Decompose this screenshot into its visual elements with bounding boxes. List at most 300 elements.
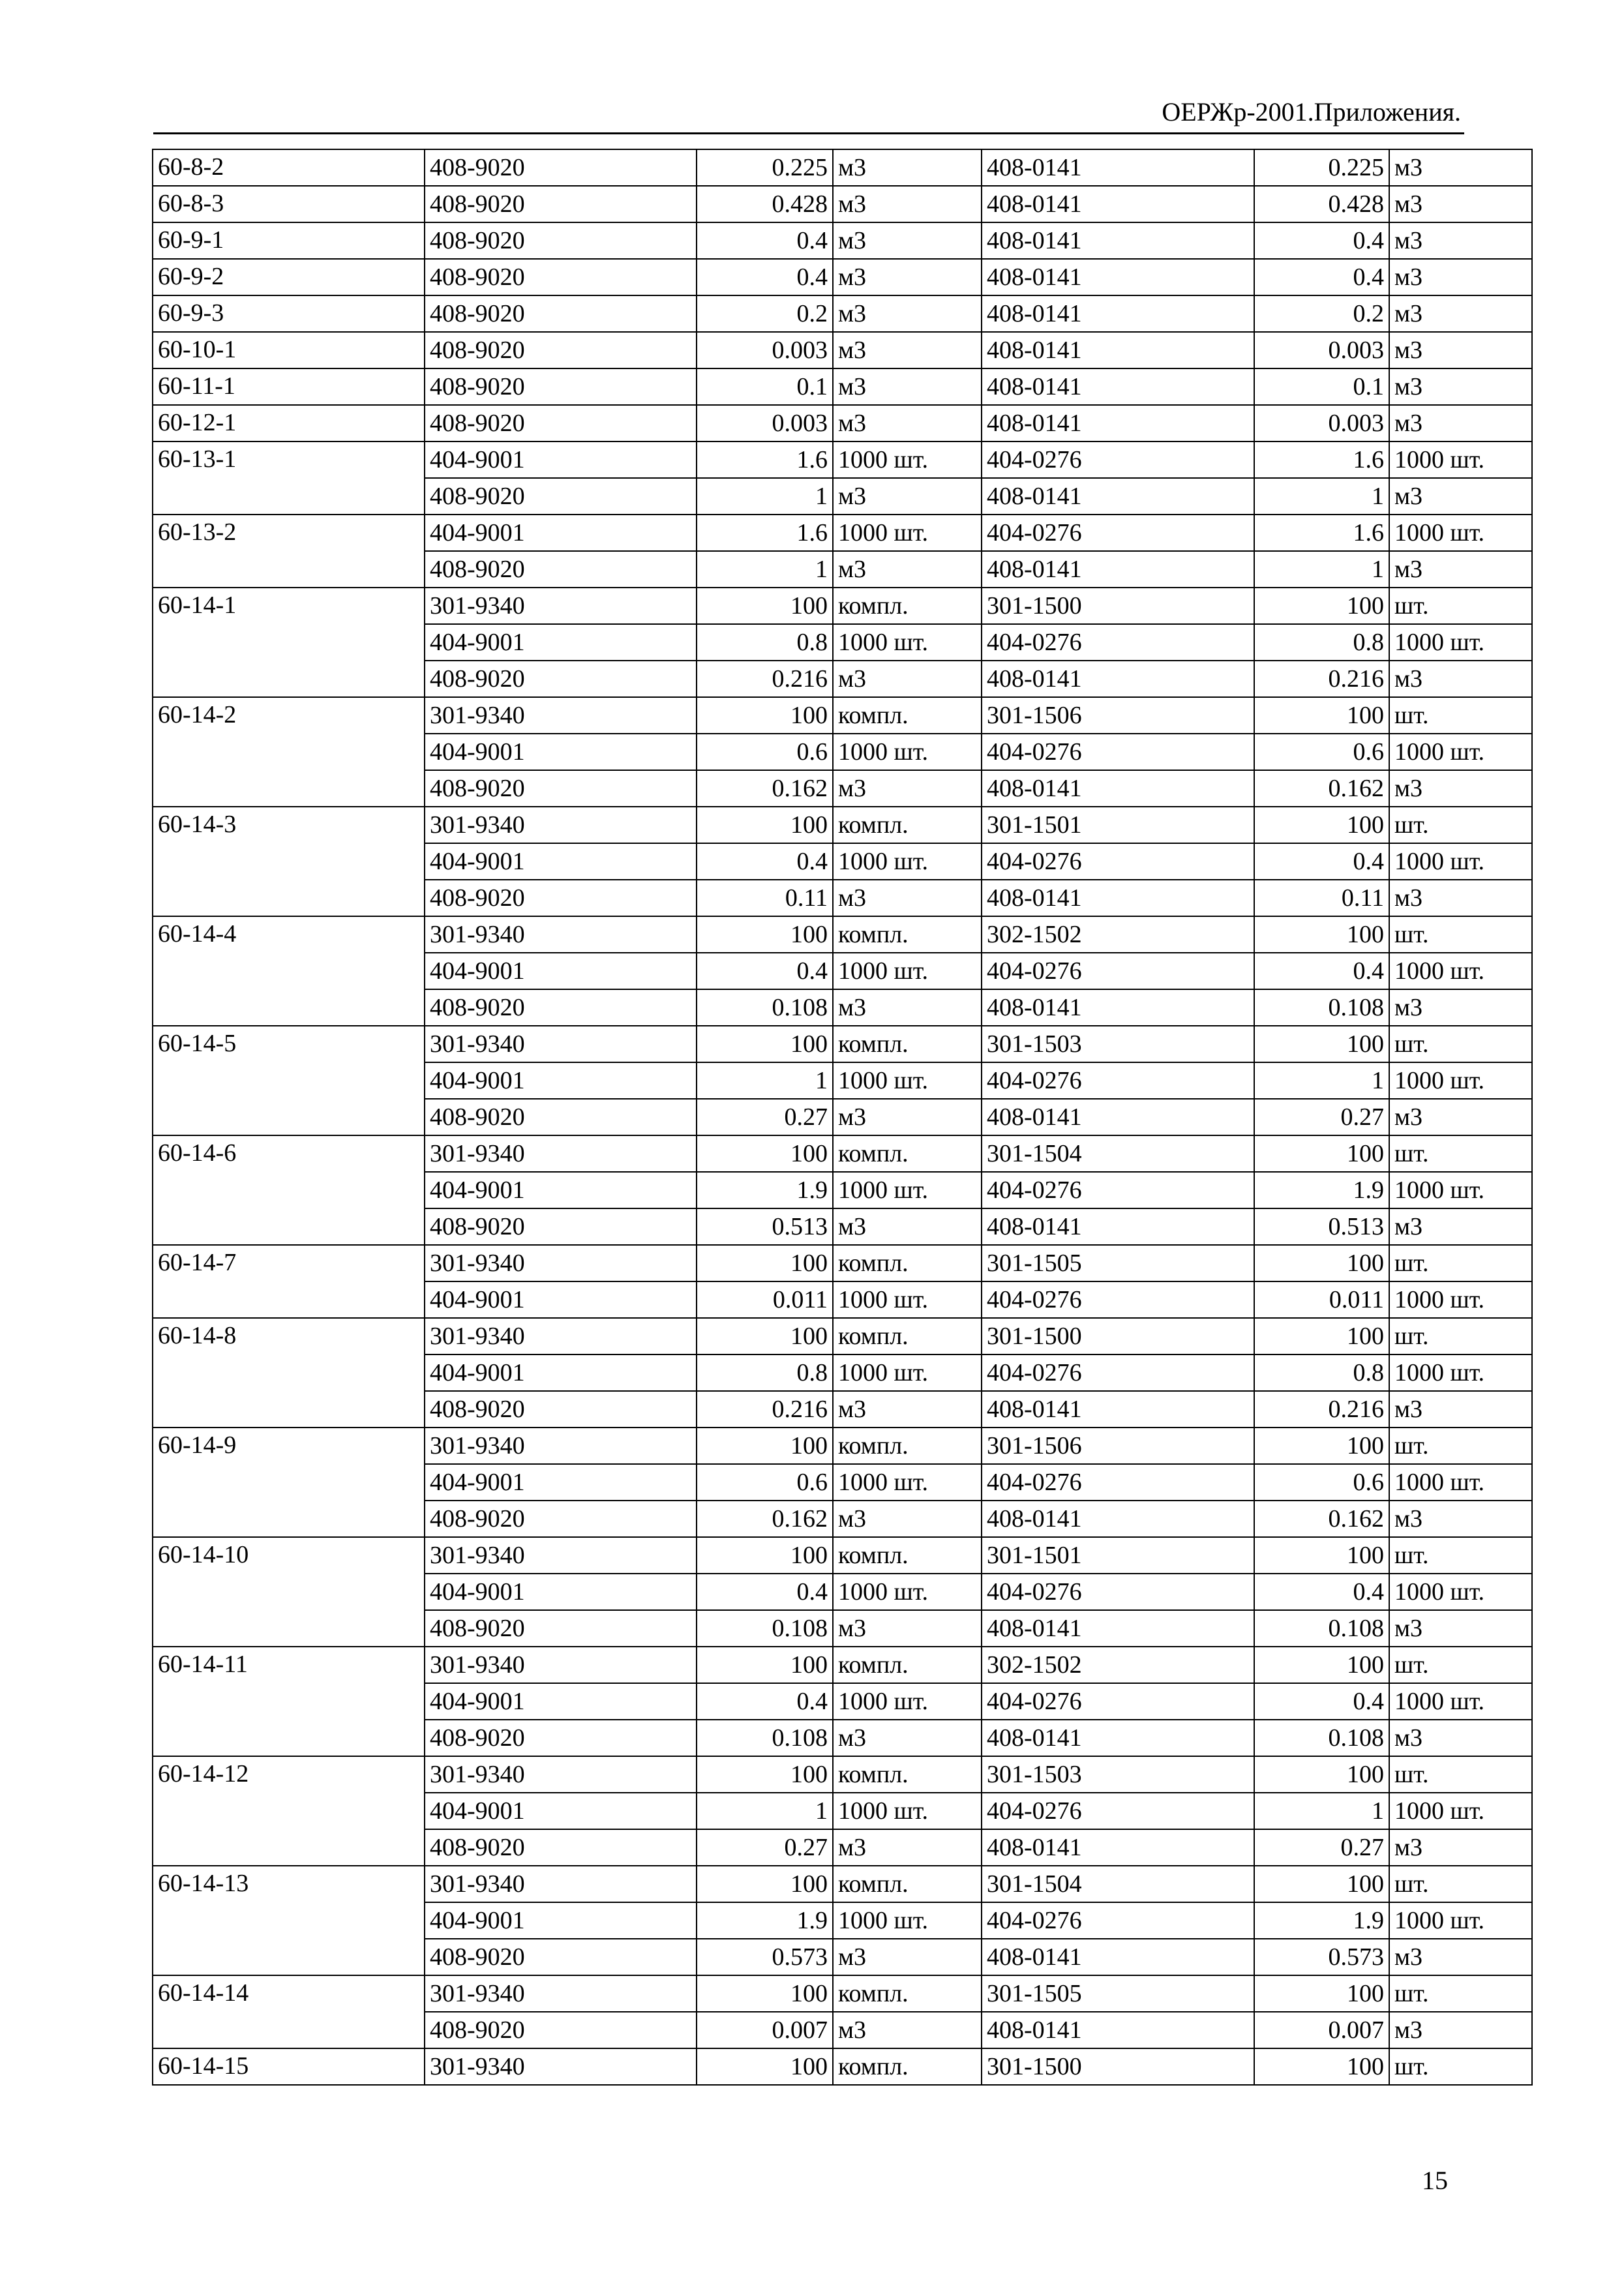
new-code-cell: 408-0141 [982,1610,1254,1647]
new-qty-cell: 0.6 [1254,734,1389,770]
new-code-cell: 408-0141 [982,2012,1254,2048]
old-unit-cell: компл. [833,697,982,734]
old-qty-cell: 100 [697,697,833,734]
old-qty-cell: 0.428 [697,186,833,222]
old-code-cell: 404-9001 [425,1172,697,1208]
old-unit-cell: 1000 шт. [833,624,982,661]
new-unit-cell: 1000 шт. [1389,441,1532,478]
old-code-cell: 404-9001 [425,441,697,478]
new-qty-cell: 0.162 [1254,1501,1389,1537]
old-code-cell: 408-9020 [425,1829,697,1866]
new-qty-cell: 100 [1254,807,1389,843]
new-qty-cell: 1 [1254,1062,1389,1099]
old-unit-cell: м3 [833,551,982,588]
old-code-cell: 404-9001 [425,1281,697,1318]
new-code-cell: 404-0276 [982,953,1254,989]
new-unit-cell: шт. [1389,697,1532,734]
new-code-cell: 408-0141 [982,1099,1254,1135]
old-unit-cell: 1000 шт. [833,1281,982,1318]
old-qty-cell: 100 [697,807,833,843]
old-unit-cell: м3 [833,1391,982,1428]
resource-table [152,149,1533,2086]
old-code-cell: 408-9020 [425,186,697,222]
new-qty-cell: 0.003 [1254,332,1389,368]
new-qty-cell: 0.007 [1254,2012,1389,2048]
table-row [153,588,1532,624]
old-unit-cell: м3 [833,1939,982,1975]
old-qty-cell: 100 [697,916,833,953]
rate-code-cell: 60-9-3 [153,295,425,332]
new-unit-cell: м3 [1389,1501,1532,1537]
new-qty-cell: 1 [1254,1793,1389,1829]
old-qty-cell: 100 [697,2048,833,2085]
new-unit-cell: м3 [1389,770,1532,807]
old-unit-cell: компл. [833,2048,982,2085]
old-unit-cell: 1000 шт. [833,1683,982,1720]
new-qty-cell: 100 [1254,1135,1389,1172]
old-qty-cell: 0.003 [697,332,833,368]
new-unit-cell: м3 [1389,149,1532,186]
new-code-cell: 404-0276 [982,734,1254,770]
new-unit-cell: шт. [1389,2048,1532,2085]
new-qty-cell: 0.8 [1254,1354,1389,1391]
new-code-cell: 404-0276 [982,515,1254,551]
new-qty-cell: 100 [1254,916,1389,953]
old-unit-cell: м3 [833,478,982,515]
old-unit-cell: компл. [833,1866,982,1902]
new-qty-cell: 1.9 [1254,1902,1389,1939]
new-unit-cell: м3 [1389,332,1532,368]
old-qty-cell: 0.162 [697,1501,833,1537]
old-unit-cell: м3 [833,661,982,697]
new-code-cell: 408-0141 [982,1829,1254,1866]
new-qty-cell: 0.4 [1254,1574,1389,1610]
new-code-cell: 404-0276 [982,1464,1254,1501]
new-code-cell: 408-0141 [982,1391,1254,1428]
old-code-cell: 408-9020 [425,332,697,368]
new-unit-cell: м3 [1389,295,1532,332]
new-unit-cell: 1000 шт. [1389,1793,1532,1829]
new-qty-cell: 100 [1254,1537,1389,1574]
old-code-cell: 301-9340 [425,1647,697,1683]
rate-code-cell: 60-14-9 [153,1428,425,1537]
new-unit-cell: шт. [1389,1537,1532,1574]
old-unit-cell: 1000 шт. [833,953,982,989]
old-qty-cell: 0.8 [697,1354,833,1391]
new-code-cell: 301-1500 [982,2048,1254,2085]
old-unit-cell: 1000 шт. [833,1062,982,1099]
new-unit-cell: шт. [1389,1026,1532,1062]
new-code-cell: 301-1504 [982,1135,1254,1172]
table-row [153,515,1532,551]
rate-code-cell: 60-14-15 [153,2048,425,2085]
old-qty-cell: 0.216 [697,1391,833,1428]
new-unit-cell: шт. [1389,1318,1532,1354]
table-row [153,332,1532,368]
old-qty-cell: 100 [697,1756,833,1793]
old-code-cell: 404-9001 [425,734,697,770]
new-qty-cell: 0.428 [1254,186,1389,222]
table-row [153,1537,1532,1574]
old-qty-cell: 0.4 [697,259,833,295]
new-code-cell: 301-1506 [982,1428,1254,1464]
new-unit-cell: шт. [1389,916,1532,953]
rate-code-cell: 60-14-1 [153,588,425,697]
new-qty-cell: 0.4 [1254,1683,1389,1720]
new-code-cell: 301-1501 [982,807,1254,843]
old-code-cell: 404-9001 [425,1062,697,1099]
old-qty-cell: 100 [697,1647,833,1683]
old-code-cell: 404-9001 [425,1354,697,1391]
old-qty-cell: 0.4 [697,222,833,259]
old-qty-cell: 100 [697,1975,833,2012]
new-unit-cell: м3 [1389,1829,1532,1866]
old-code-cell: 408-9020 [425,880,697,916]
old-qty-cell: 0.108 [697,1720,833,1756]
old-code-cell: 408-9020 [425,259,697,295]
table-row [153,1647,1532,1683]
old-code-cell: 408-9020 [425,1610,697,1647]
new-unit-cell: м3 [1389,186,1532,222]
old-qty-cell: 0.216 [697,661,833,697]
new-qty-cell: 0.4 [1254,843,1389,880]
new-qty-cell: 0.513 [1254,1208,1389,1245]
new-code-cell: 404-0276 [982,1574,1254,1610]
new-code-cell: 408-0141 [982,661,1254,697]
old-unit-cell: м3 [833,1720,982,1756]
table-row [153,1245,1532,1281]
new-qty-cell: 1 [1254,478,1389,515]
old-qty-cell: 1 [697,551,833,588]
rate-code-cell: 60-14-8 [153,1318,425,1428]
rate-code-cell: 60-8-3 [153,186,425,222]
old-unit-cell: м3 [833,405,982,441]
new-code-cell: 404-0276 [982,843,1254,880]
old-unit-cell: компл. [833,1026,982,1062]
table-row [153,1975,1532,2012]
rate-code-cell: 60-14-5 [153,1026,425,1135]
old-qty-cell: 1.6 [697,441,833,478]
old-unit-cell: 1000 шт. [833,843,982,880]
old-unit-cell: м3 [833,368,982,405]
old-qty-cell: 0.27 [697,1099,833,1135]
header-rule [153,132,1464,134]
old-qty-cell: 0.6 [697,734,833,770]
old-code-cell: 404-9001 [425,624,697,661]
new-unit-cell: шт. [1389,807,1532,843]
old-unit-cell: м3 [833,770,982,807]
old-unit-cell: компл. [833,1318,982,1354]
new-code-cell: 404-0276 [982,1683,1254,1720]
old-code-cell: 301-9340 [425,588,697,624]
old-qty-cell: 0.4 [697,843,833,880]
table-row [153,295,1532,332]
old-qty-cell: 100 [697,1318,833,1354]
new-qty-cell: 0.8 [1254,624,1389,661]
old-unit-cell: м3 [833,1501,982,1537]
new-unit-cell: м3 [1389,2012,1532,2048]
new-qty-cell: 1.9 [1254,1172,1389,1208]
new-unit-cell: 1000 шт. [1389,624,1532,661]
old-code-cell: 408-9020 [425,478,697,515]
old-unit-cell: компл. [833,1245,982,1281]
old-code-cell: 408-9020 [425,1099,697,1135]
new-code-cell: 301-1506 [982,697,1254,734]
old-unit-cell: м3 [833,1208,982,1245]
old-code-cell: 301-9340 [425,1135,697,1172]
old-qty-cell: 100 [697,1866,833,1902]
old-code-cell: 404-9001 [425,1902,697,1939]
old-code-cell: 404-9001 [425,1464,697,1501]
old-unit-cell: м3 [833,880,982,916]
old-qty-cell: 0.4 [697,1574,833,1610]
old-unit-cell: м3 [833,1829,982,1866]
old-code-cell: 404-9001 [425,843,697,880]
new-unit-cell: м3 [1389,1610,1532,1647]
old-qty-cell: 0.4 [697,1683,833,1720]
new-unit-cell: м3 [1389,1391,1532,1428]
table-row [153,1318,1532,1354]
new-code-cell: 408-0141 [982,222,1254,259]
new-code-cell: 408-0141 [982,149,1254,186]
rate-code-cell: 60-8-2 [153,149,425,186]
new-code-cell: 408-0141 [982,368,1254,405]
old-code-cell: 408-9020 [425,1501,697,1537]
old-qty-cell: 100 [697,1245,833,1281]
table-row [153,259,1532,295]
old-qty-cell: 0.6 [697,1464,833,1501]
new-qty-cell: 100 [1254,1318,1389,1354]
new-code-cell: 408-0141 [982,1939,1254,1975]
old-code-cell: 408-9020 [425,222,697,259]
new-qty-cell: 0.108 [1254,989,1389,1026]
rate-code-cell: 60-9-1 [153,222,425,259]
new-code-cell: 301-1500 [982,1318,1254,1354]
new-code-cell: 408-0141 [982,478,1254,515]
old-code-cell: 301-9340 [425,1245,697,1281]
new-code-cell: 408-0141 [982,295,1254,332]
rate-code-cell: 60-14-14 [153,1975,425,2048]
old-unit-cell: компл. [833,807,982,843]
new-code-cell: 408-0141 [982,259,1254,295]
old-unit-cell: компл. [833,916,982,953]
new-unit-cell: м3 [1389,478,1532,515]
new-unit-cell: м3 [1389,551,1532,588]
old-unit-cell: м3 [833,259,982,295]
old-unit-cell: 1000 шт. [833,1464,982,1501]
new-code-cell: 301-1503 [982,1756,1254,1793]
table-row [153,222,1532,259]
new-code-cell: 408-0141 [982,186,1254,222]
table-row [153,441,1532,478]
new-qty-cell: 0.216 [1254,661,1389,697]
old-unit-cell: 1000 шт. [833,1172,982,1208]
old-code-cell: 408-9020 [425,295,697,332]
new-qty-cell: 0.27 [1254,1099,1389,1135]
old-code-cell: 408-9020 [425,1939,697,1975]
rate-code-cell: 60-14-4 [153,916,425,1026]
old-code-cell: 408-9020 [425,1391,697,1428]
table-row [153,149,1532,186]
old-unit-cell: м3 [833,149,982,186]
new-qty-cell: 100 [1254,1756,1389,1793]
new-qty-cell: 0.6 [1254,1464,1389,1501]
new-code-cell: 408-0141 [982,880,1254,916]
old-unit-cell: компл. [833,1135,982,1172]
page-number: 15 [1422,2166,1448,2195]
new-code-cell: 404-0276 [982,1793,1254,1829]
new-qty-cell: 100 [1254,1026,1389,1062]
table-row [153,916,1532,953]
old-unit-cell: 1000 шт. [833,441,982,478]
new-unit-cell: м3 [1389,661,1532,697]
old-qty-cell: 0.011 [697,1281,833,1318]
new-qty-cell: 0.108 [1254,1720,1389,1756]
old-qty-cell: 0.1 [697,368,833,405]
rate-code-cell: 60-14-12 [153,1756,425,1866]
new-unit-cell: м3 [1389,259,1532,295]
old-qty-cell: 100 [697,1537,833,1574]
new-qty-cell: 0.11 [1254,880,1389,916]
new-code-cell: 404-0276 [982,1172,1254,1208]
new-code-cell: 301-1501 [982,1537,1254,1574]
new-qty-cell: 0.216 [1254,1391,1389,1428]
new-unit-cell: 1000 шт. [1389,843,1532,880]
table-row [153,368,1532,405]
new-unit-cell: шт. [1389,1975,1532,2012]
old-unit-cell: 1000 шт. [833,1902,982,1939]
new-unit-cell: шт. [1389,1135,1532,1172]
old-code-cell: 408-9020 [425,405,697,441]
old-unit-cell: компл. [833,1428,982,1464]
new-code-cell: 408-0141 [982,1501,1254,1537]
old-code-cell: 408-9020 [425,770,697,807]
old-qty-cell: 0.11 [697,880,833,916]
new-unit-cell: 1000 шт. [1389,1172,1532,1208]
table-row [153,1866,1532,1902]
new-qty-cell: 100 [1254,1975,1389,2012]
new-code-cell: 404-0276 [982,624,1254,661]
new-code-cell: 301-1503 [982,1026,1254,1062]
old-code-cell: 404-9001 [425,515,697,551]
old-qty-cell: 100 [697,1026,833,1062]
old-qty-cell: 100 [697,1135,833,1172]
new-code-cell: 301-1504 [982,1866,1254,1902]
rate-code-cell: 60-10-1 [153,332,425,368]
page-header-title: ОЕРЖр-2001.Приложения. [1162,97,1461,127]
new-code-cell: 404-0276 [982,1281,1254,1318]
new-unit-cell: 1000 шт. [1389,1464,1532,1501]
old-qty-cell: 0.007 [697,2012,833,2048]
old-qty-cell: 0.162 [697,770,833,807]
table-row [153,1026,1532,1062]
old-unit-cell: м3 [833,1610,982,1647]
old-code-cell: 301-9340 [425,697,697,734]
table-row [153,405,1532,441]
old-qty-cell: 1.9 [697,1172,833,1208]
new-qty-cell: 0.003 [1254,405,1389,441]
old-unit-cell: м3 [833,222,982,259]
new-unit-cell: м3 [1389,368,1532,405]
new-qty-cell: 0.27 [1254,1829,1389,1866]
table-body [153,149,1532,2085]
new-code-cell: 302-1502 [982,1647,1254,1683]
new-qty-cell: 100 [1254,1647,1389,1683]
old-qty-cell: 100 [697,588,833,624]
new-qty-cell: 100 [1254,1245,1389,1281]
new-unit-cell: м3 [1389,222,1532,259]
new-unit-cell: шт. [1389,1866,1532,1902]
old-qty-cell: 0.573 [697,1939,833,1975]
new-unit-cell: м3 [1389,405,1532,441]
old-unit-cell: м3 [833,332,982,368]
old-code-cell: 408-9020 [425,149,697,186]
new-unit-cell: 1000 шт. [1389,515,1532,551]
rate-code-cell: 60-14-6 [153,1135,425,1245]
new-unit-cell: шт. [1389,1428,1532,1464]
table-row [153,1428,1532,1464]
old-qty-cell: 0.27 [697,1829,833,1866]
new-unit-cell: шт. [1389,1647,1532,1683]
new-qty-cell: 0.011 [1254,1281,1389,1318]
old-qty-cell: 0.003 [697,405,833,441]
rate-code-cell: 60-11-1 [153,368,425,405]
new-unit-cell: м3 [1389,1208,1532,1245]
rate-code-cell: 60-14-7 [153,1245,425,1318]
old-qty-cell: 0.4 [697,953,833,989]
new-qty-cell: 0.108 [1254,1610,1389,1647]
old-code-cell: 408-9020 [425,551,697,588]
old-qty-cell: 0.513 [697,1208,833,1245]
new-qty-cell: 0.162 [1254,770,1389,807]
new-code-cell: 408-0141 [982,1208,1254,1245]
rate-code-cell: 60-14-2 [153,697,425,807]
old-code-cell: 301-9340 [425,2048,697,2085]
old-code-cell: 404-9001 [425,1683,697,1720]
table-row [153,186,1532,222]
old-unit-cell: 1000 шт. [833,515,982,551]
new-qty-cell: 0.4 [1254,222,1389,259]
rate-code-cell: 60-12-1 [153,405,425,441]
rate-code-cell: 60-14-10 [153,1537,425,1647]
old-unit-cell: 1000 шт. [833,734,982,770]
table-row [153,697,1532,734]
new-code-cell: 301-1505 [982,1975,1254,2012]
old-code-cell: 408-9020 [425,1720,697,1756]
old-unit-cell: компл. [833,1537,982,1574]
old-qty-cell: 1 [697,478,833,515]
new-qty-cell: 0.4 [1254,259,1389,295]
new-code-cell: 301-1505 [982,1245,1254,1281]
old-code-cell: 301-9340 [425,1318,697,1354]
new-qty-cell: 100 [1254,697,1389,734]
old-unit-cell: 1000 шт. [833,1354,982,1391]
old-unit-cell: м3 [833,1099,982,1135]
rate-code-cell: 60-14-13 [153,1866,425,1975]
new-qty-cell: 1.6 [1254,441,1389,478]
rate-code-cell: 60-9-2 [153,259,425,295]
old-code-cell: 408-9020 [425,661,697,697]
new-qty-cell: 100 [1254,588,1389,624]
new-unit-cell: 1000 шт. [1389,1062,1532,1099]
new-code-cell: 301-1500 [982,588,1254,624]
old-unit-cell: 1000 шт. [833,1574,982,1610]
old-qty-cell: 0.108 [697,1610,833,1647]
old-code-cell: 404-9001 [425,1574,697,1610]
new-unit-cell: м3 [1389,989,1532,1026]
new-qty-cell: 0.4 [1254,953,1389,989]
new-unit-cell: м3 [1389,1099,1532,1135]
